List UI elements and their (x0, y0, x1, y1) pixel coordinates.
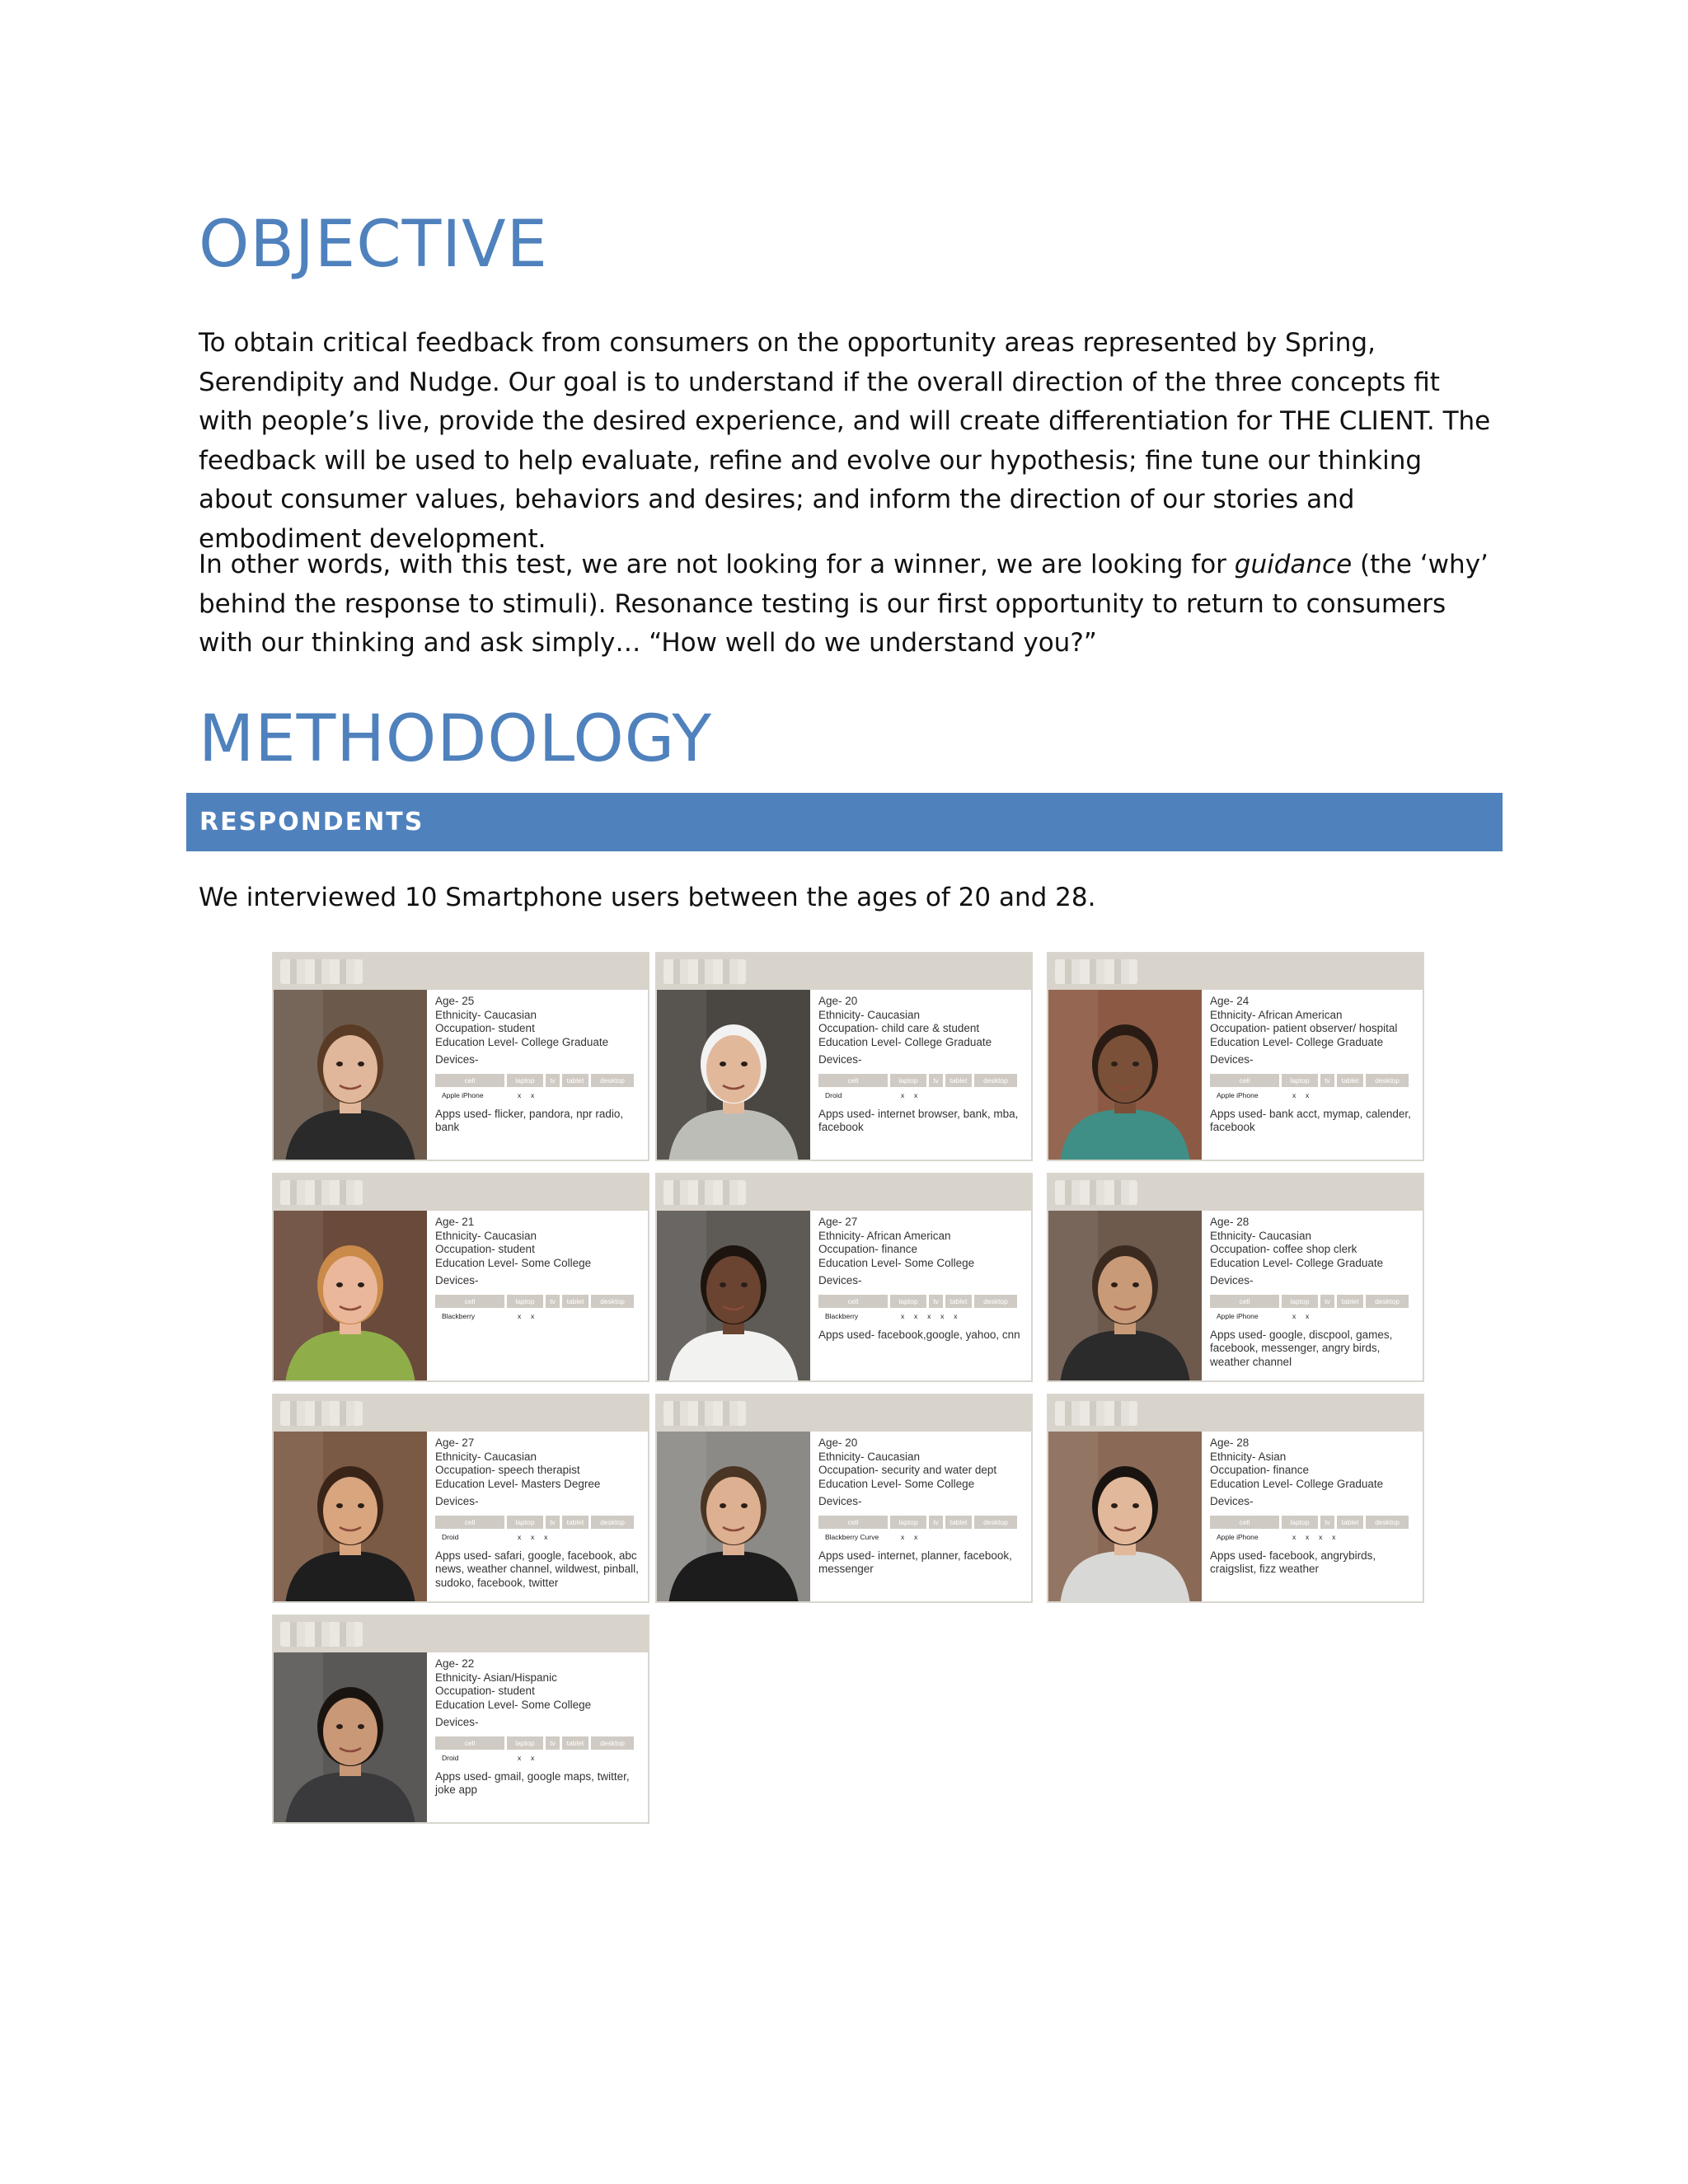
device-column-header: desktop (591, 1736, 634, 1750)
card-header (1048, 1395, 1423, 1432)
device-row (1210, 1310, 1421, 1322)
respondent-age: Age- 20 (818, 995, 858, 1007)
blurred-name (1055, 1401, 1137, 1426)
device-row (818, 1310, 1029, 1322)
respondent-education: Education Level- Some College (435, 1256, 592, 1269)
device-column-header: laptop (507, 1295, 543, 1308)
phone-model: Apple iPhone (1217, 1311, 1259, 1320)
device-column-header: tablet (945, 1074, 972, 1087)
respondent-photo (657, 1432, 810, 1603)
portrait-image (274, 1652, 427, 1824)
respondent-occupation: Occupation- student (435, 1685, 535, 1697)
respondent-education: Education Level- College Graduate (435, 1035, 609, 1048)
device-row (435, 1090, 646, 1101)
phone-model: Droid (442, 1753, 459, 1762)
respondent-ethnicity: Ethnicity- Caucasian (818, 1008, 921, 1021)
respondent-education: Education Level- Some College (818, 1477, 975, 1490)
device-marks: x x (518, 1090, 535, 1099)
respondent-occupation: Occupation- speech therapist (435, 1464, 580, 1476)
device-column-header: desktop (974, 1074, 1017, 1087)
phone-model: Apple iPhone (442, 1090, 484, 1099)
respondent-education: Education Level- Some College (818, 1256, 975, 1269)
respondent-occupation: Occupation- child care & student (818, 1022, 980, 1034)
respondent-card (272, 1394, 649, 1603)
device-column-header: laptop (890, 1516, 926, 1529)
respondent-details (435, 1436, 646, 1590)
device-column-header: tv (1320, 1295, 1334, 1308)
respondent-photo (1048, 990, 1202, 1161)
device-column-header: cell (1210, 1516, 1279, 1529)
device-column-header: desktop (1366, 1295, 1409, 1308)
device-column-header: desktop (1366, 1516, 1409, 1529)
device-column-header: cell (435, 1074, 504, 1087)
card-header (274, 1395, 648, 1432)
respondent-age: Age- 20 (818, 1436, 858, 1449)
phone-model: Apple iPhone (1217, 1090, 1259, 1099)
device-column-header: tv (929, 1295, 943, 1308)
blurred-name (280, 959, 363, 984)
respondent-education: Education Level- Some College (435, 1698, 592, 1711)
device-table-header (435, 1295, 646, 1308)
device-column-header: cell (435, 1516, 504, 1529)
device-table-header (1210, 1516, 1421, 1529)
respondent-age: Age- 28 (1210, 1216, 1250, 1228)
portrait-image (1048, 1211, 1202, 1382)
respondent-photo (274, 1211, 427, 1382)
device-column-header: tv (929, 1516, 943, 1529)
respondent-age: Age- 28 (1210, 1436, 1250, 1449)
phone-model: Droid (825, 1090, 842, 1099)
card-header (1048, 1174, 1423, 1211)
device-column-header: desktop (591, 1295, 634, 1308)
card-header (1048, 954, 1423, 990)
respondent-details (818, 995, 1029, 1135)
device-marks: x x (901, 1532, 918, 1541)
device-column-header: tablet (1337, 1074, 1363, 1087)
portrait-image (1048, 1432, 1202, 1603)
respondent-ethnicity: Ethnicity- Caucasian (435, 1450, 537, 1463)
device-column-header: cell (435, 1295, 504, 1308)
device-column-header: tv (546, 1736, 560, 1750)
devices-label: Devices- (435, 1274, 479, 1286)
device-column-header: tablet (1337, 1295, 1363, 1308)
card-header (274, 954, 648, 990)
device-column-header: laptop (890, 1295, 926, 1308)
devices-label: Devices- (818, 1053, 862, 1066)
device-marks: x x (518, 1311, 535, 1320)
respondent-age: Age- 27 (435, 1436, 475, 1449)
respondent-details (1210, 1216, 1421, 1369)
respondent-details (818, 1216, 1029, 1342)
respondents-heading: RESPONDENTS (199, 808, 424, 837)
respondent-age: Age- 24 (1210, 995, 1250, 1007)
blurred-name (1055, 1180, 1137, 1205)
respondent-ethnicity: Ethnicity- Asian (1210, 1450, 1287, 1463)
respondent-age: Age- 25 (435, 995, 475, 1007)
objective-paragraph-1: To obtain critical feedback from consumers on the opportunity areas represented by Spring, Serendipity and Nudge. Our goal is to understand if the overall direction of the three concepts fit with people’s live, provide the desired experience, and will create differentiation for THE CLIENT. The feedback will be used to help evaluate, refine and evolve our hypothesis; fine tune our thinking about consumer values, behaviors and desires; and inform the direction of our stories and embodiment development. (199, 328, 1491, 554)
blurred-name (663, 1180, 746, 1205)
respondent-occupation: Occupation- patient observer/ hospital (1210, 1022, 1398, 1034)
respondent-card (1047, 1173, 1424, 1382)
card-header (274, 1616, 648, 1652)
blurred-name (280, 1401, 363, 1426)
objective-heading: OBJECTIVE (199, 208, 548, 282)
respondent-card (1047, 1394, 1424, 1603)
device-marks: x x x x (1292, 1532, 1336, 1541)
device-table-header (818, 1516, 1029, 1529)
respondent-card (655, 1394, 1033, 1603)
portrait-image (274, 1432, 427, 1603)
device-column-header: tablet (562, 1074, 588, 1087)
portrait-image (657, 1432, 810, 1603)
respondent-ethnicity: Ethnicity- Caucasian (435, 1008, 537, 1021)
device-column-header: desktop (591, 1516, 634, 1529)
device-row (435, 1752, 646, 1764)
apps-used: Apps used- internet, planner, facebook, messenger (818, 1549, 1012, 1575)
devices-label: Devices- (818, 1495, 862, 1507)
respondent-card (655, 952, 1033, 1161)
blurred-name (663, 959, 746, 984)
blurred-name (280, 1622, 363, 1647)
portrait-image (274, 990, 427, 1161)
paragraph-2-emphasis: guidance (1234, 550, 1353, 579)
device-table-header (818, 1074, 1029, 1087)
device-column-header: tv (1320, 1516, 1334, 1529)
blurred-name (663, 1401, 746, 1426)
respondent-occupation: Occupation- coffee shop clerk (1210, 1243, 1357, 1255)
device-column-header: tablet (945, 1516, 972, 1529)
device-column-header: laptop (1282, 1516, 1318, 1529)
card-header (657, 1395, 1031, 1432)
respondent-details (1210, 1436, 1421, 1577)
device-table-header (435, 1516, 646, 1529)
device-column-header: tv (929, 1074, 943, 1087)
respondents-intro: We interviewed 10 Smartphone users between the ages of 20 and 28. (199, 883, 1096, 912)
respondent-photo (657, 990, 810, 1161)
respondent-card (272, 1615, 649, 1824)
respondent-occupation: Occupation- student (435, 1022, 535, 1034)
respondent-education: Education Level- College Graduate (1210, 1477, 1384, 1490)
respondent-education: Education Level- College Graduate (1210, 1256, 1384, 1269)
portrait-image (657, 1211, 810, 1382)
phone-model: Apple iPhone (1217, 1532, 1259, 1541)
device-row (818, 1531, 1029, 1543)
respondent-age: Age- 22 (435, 1657, 475, 1670)
devices-label: Devices- (435, 1716, 479, 1728)
device-column-header: tablet (562, 1516, 588, 1529)
respondent-ethnicity: Ethnicity- African American (818, 1229, 951, 1242)
respondent-photo (1048, 1211, 1202, 1382)
device-column-header: tv (546, 1295, 560, 1308)
card-header (274, 1174, 648, 1211)
device-column-header: tv (546, 1074, 560, 1087)
device-column-header: laptop (507, 1516, 543, 1529)
respondent-grid (272, 952, 1426, 1830)
device-table-header (1210, 1295, 1421, 1308)
respondent-details (435, 1657, 646, 1797)
portrait-image (274, 1211, 427, 1382)
methodology-heading: METHODOLOGY (199, 702, 713, 776)
device-column-header: tv (546, 1516, 560, 1529)
device-column-header: tablet (562, 1736, 588, 1750)
apps-used: Apps used- safari, google, facebook, abc news, weather channel, wildwest, pinball, sudoko, facebook, twitter (435, 1549, 639, 1589)
device-marks: x x (901, 1090, 918, 1099)
paragraph-2-text-b: (the ‘why’ behind the response to stimuli). Resonance testing is our first opportunity to return to consumers with our thinking and ask simply… “How well do we understand you?” (199, 550, 1489, 658)
respondent-card (272, 1173, 649, 1382)
apps-used: Apps used- facebook, angrybirds, craigslist, fizz weather (1210, 1549, 1376, 1575)
phone-model: Blackberry (442, 1311, 476, 1320)
device-row (1210, 1531, 1421, 1543)
respondent-ethnicity: Ethnicity- Asian/Hispanic (435, 1671, 557, 1684)
device-table-header (1210, 1074, 1421, 1087)
respondent-card (655, 1173, 1033, 1382)
device-column-header: cell (818, 1295, 888, 1308)
portrait-image (657, 990, 810, 1161)
objective-paragraph-2 (199, 546, 1493, 663)
device-column-header: tv (1320, 1074, 1334, 1087)
device-marks: x x x x x (901, 1311, 958, 1320)
portrait-image (1048, 990, 1202, 1161)
respondent-occupation: Occupation- finance (1210, 1464, 1310, 1476)
device-column-header: laptop (1282, 1295, 1318, 1308)
phone-model: Blackberry (825, 1311, 859, 1320)
respondent-age: Age- 27 (818, 1216, 858, 1228)
respondent-ethnicity: Ethnicity- Caucasian (435, 1229, 537, 1242)
respondent-education: Education Level- College Graduate (1210, 1035, 1384, 1048)
device-column-header: tablet (945, 1295, 972, 1308)
apps-used: Apps used- gmail, google maps, twitter, joke app (435, 1769, 630, 1796)
device-marks: x x x (518, 1532, 548, 1541)
device-column-header: tablet (1337, 1516, 1363, 1529)
device-marks: x x (1292, 1090, 1310, 1099)
devices-label: Devices- (1210, 1495, 1254, 1507)
respondent-photo (657, 1211, 810, 1382)
respondents-section-band (186, 793, 1503, 851)
respondent-ethnicity: Ethnicity- African American (1210, 1008, 1343, 1021)
device-column-header: laptop (890, 1074, 926, 1087)
device-row (1210, 1090, 1421, 1101)
respondent-education: Education Level- Masters Degree (435, 1477, 601, 1490)
respondent-education: Education Level- College Graduate (818, 1035, 992, 1048)
device-column-header: cell (435, 1736, 504, 1750)
apps-used: Apps used- google, discpool, games, facebook, messenger, angry birds, weather channel (1210, 1328, 1393, 1368)
blurred-name (1055, 959, 1137, 984)
device-column-header: desktop (974, 1295, 1017, 1308)
device-column-header: laptop (507, 1074, 543, 1087)
respondent-details (1210, 995, 1421, 1135)
devices-label: Devices- (435, 1053, 479, 1066)
device-column-header: laptop (507, 1736, 543, 1750)
device-column-header: desktop (591, 1074, 634, 1087)
device-column-header: cell (1210, 1074, 1279, 1087)
apps-used: Apps used- bank acct, mymap, calender, facebook (1210, 1107, 1411, 1133)
respondent-photo (274, 990, 427, 1161)
device-column-header: laptop (1282, 1074, 1318, 1087)
device-column-header: cell (1210, 1295, 1279, 1308)
devices-label: Devices- (1210, 1274, 1254, 1286)
device-row (435, 1531, 646, 1543)
respondent-details (818, 1436, 1029, 1577)
devices-label: Devices- (435, 1495, 479, 1507)
respondent-photo (1048, 1432, 1202, 1603)
respondent-occupation: Occupation- finance (818, 1243, 918, 1255)
devices-label: Devices- (818, 1274, 862, 1286)
device-marks: x x (1292, 1311, 1310, 1320)
blurred-name (280, 1180, 363, 1205)
device-column-header: tablet (562, 1295, 588, 1308)
device-column-header: desktop (1366, 1074, 1409, 1087)
respondent-details (435, 1216, 646, 1329)
device-column-header: cell (818, 1516, 888, 1529)
respondent-ethnicity: Ethnicity- Caucasian (1210, 1229, 1312, 1242)
respondent-details (435, 995, 646, 1135)
respondent-age: Age- 21 (435, 1216, 475, 1228)
card-header (657, 1174, 1031, 1211)
device-row (435, 1310, 646, 1322)
respondent-occupation: Occupation- student (435, 1243, 535, 1255)
device-table-header (818, 1295, 1029, 1308)
respondent-card (272, 952, 649, 1161)
respondent-occupation: Occupation- security and water dept (818, 1464, 997, 1476)
device-column-header: desktop (974, 1516, 1017, 1529)
phone-model: Droid (442, 1532, 459, 1541)
respondent-photo (274, 1652, 427, 1824)
apps-used: Apps used- internet browser, bank, mba, facebook (818, 1107, 1019, 1133)
device-column-header: cell (818, 1074, 888, 1087)
paragraph-2-text-a: In other words, with this test, we are not looking for a winner, we are looking for (199, 550, 1235, 579)
device-marks: x x (518, 1753, 535, 1762)
phone-model: Blackberry Curve (825, 1532, 879, 1541)
device-table-header (435, 1074, 646, 1087)
apps-used: Apps used- facebook,google, yahoo, cnn (818, 1328, 1020, 1341)
devices-label: Devices- (1210, 1053, 1254, 1066)
respondent-photo (274, 1432, 427, 1603)
respondent-ethnicity: Ethnicity- Caucasian (818, 1450, 921, 1463)
respondent-card (1047, 952, 1424, 1161)
device-table-header (435, 1736, 646, 1750)
apps-used: Apps used- flicker, pandora, npr radio, bank (435, 1107, 624, 1133)
card-header (657, 954, 1031, 990)
device-row (818, 1090, 1029, 1101)
